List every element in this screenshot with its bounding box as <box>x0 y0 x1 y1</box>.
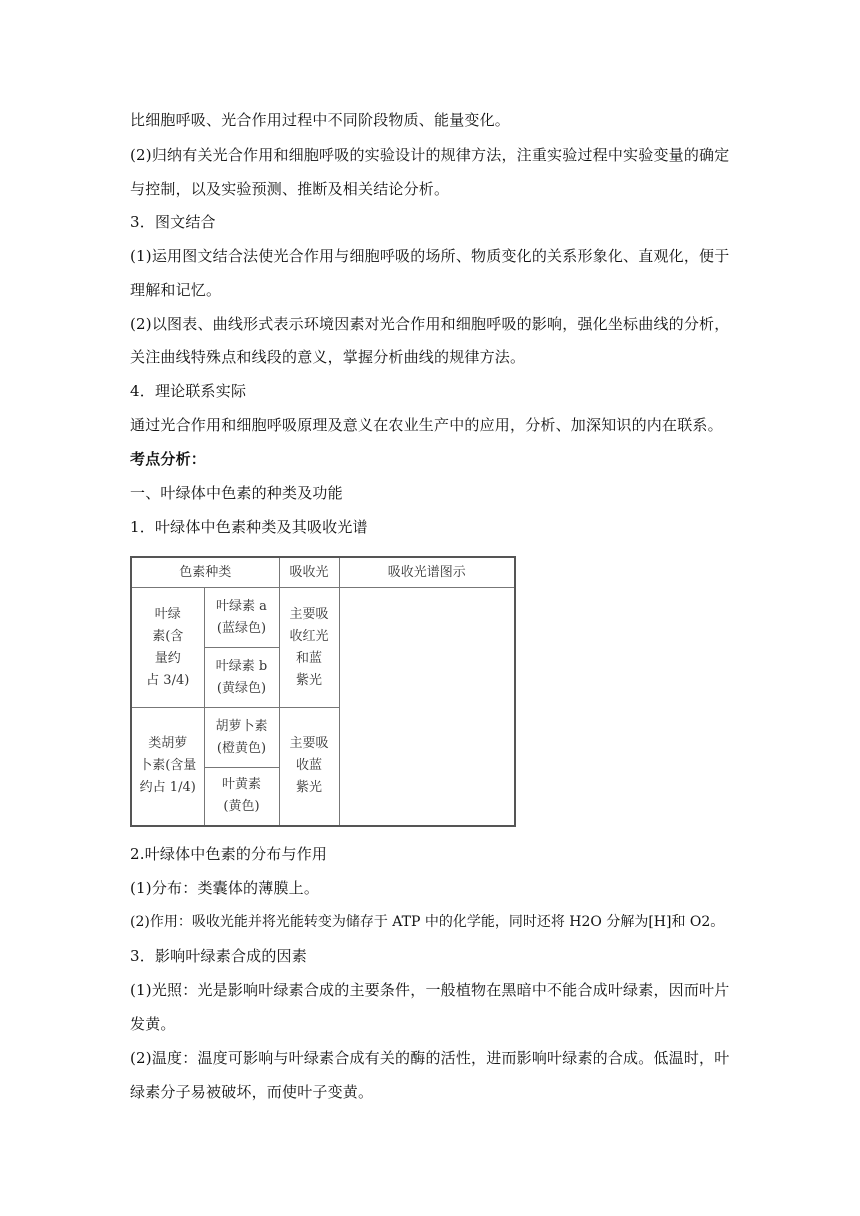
text-line: 发黄。 <box>130 1015 176 1033</box>
pigment-xanthophyll: 叶黄素 (黄色) <box>204 768 279 826</box>
absorb-light-chlorophyll: 主要吸 收红光 和蓝 紫光 <box>279 588 339 708</box>
pigment-group-chlorophyll: 叶绿 素(含 量约 占 3/4) <box>131 588 204 708</box>
pigment-chlorophyll-a: 叶绿素 a (蓝绿色) <box>204 588 279 648</box>
pigment-table <box>130 556 516 827</box>
text-line: (2)作用：吸收光能并将光能转变为储存于 ATP 中的化学能，同时还将 H2O 分解为[H]和 O2。 <box>130 914 725 930</box>
text-line: 比细胞呼吸、光合作用过程中不同阶段物质、能量变化。 <box>130 111 511 129</box>
absorption-spectrum-figure <box>339 588 515 826</box>
section-heading-bold: 考点分析： <box>130 450 207 468</box>
text-line: (2)归纳有关光合作用和细胞呼吸的实验设计的规律方法，注重实验过程中实验变量的确定 <box>130 146 730 164</box>
text-line: 绿素分子易被破坏，而使叶子变黄。 <box>130 1083 374 1101</box>
text-line: 关注曲线特殊点和线段的意义，掌握分析曲线的规律方法。 <box>130 348 526 366</box>
text-line: 理解和记忆。 <box>130 281 222 299</box>
section-heading: 一、叶绿体中色素的种类及功能 <box>130 484 343 502</box>
pigment-carotene: 胡萝卜素 (橙黄色) <box>204 708 279 768</box>
text-line: 通过光合作用和细胞呼吸原理及意义在农业生产中的应用，分析、加深知识的内在联系。 <box>130 416 723 434</box>
text-line: (1)运用图文结合法使光合作用与细胞呼吸的场所、物质变化的关系形象化、直观化，便于 <box>130 247 730 265</box>
table-header: 吸收光谱图示 <box>339 557 515 588</box>
section-heading: 4．理论联系实际 <box>130 382 247 400</box>
text-line: (2)温度：温度可影响与叶绿素合成有关的酶的活性，进而影响叶绿素的合成。低温时，叶 <box>130 1049 730 1067</box>
text-line: (2)以图表、曲线形式表示环境因素对光合作用和细胞呼吸的影响，强化坐标曲线的分析， <box>130 315 730 333</box>
text-line: 与控制，以及实验预测、推断及相关结论分析。 <box>130 180 450 198</box>
table-header: 色素种类 <box>131 557 279 588</box>
text-line: (1)光照：光是影响叶绿素合成的主要条件，一般植物在黑暗中不能合成叶绿素，因而叶片 <box>130 981 730 999</box>
absorb-light-carotenoid: 主要吸 收蓝 紫光 <box>279 708 339 826</box>
section-heading: 2.叶绿体中色素的分布与作用 <box>130 845 328 863</box>
section-heading: 3．影响叶绿素合成的因素 <box>130 947 307 965</box>
table-header: 吸收光 <box>279 557 339 588</box>
pigment-chlorophyll-b: 叶绿素 b (黄绿色) <box>204 648 279 708</box>
text-line: (1)分布：类囊体的薄膜上。 <box>130 879 320 897</box>
section-heading: 3．图文结合 <box>130 213 216 231</box>
pigment-group-carotenoid: 类胡萝 卜素(含量 约占 1/4) <box>131 708 204 826</box>
section-heading: 1．叶绿体中色素种类及其吸收光谱 <box>130 518 368 536</box>
